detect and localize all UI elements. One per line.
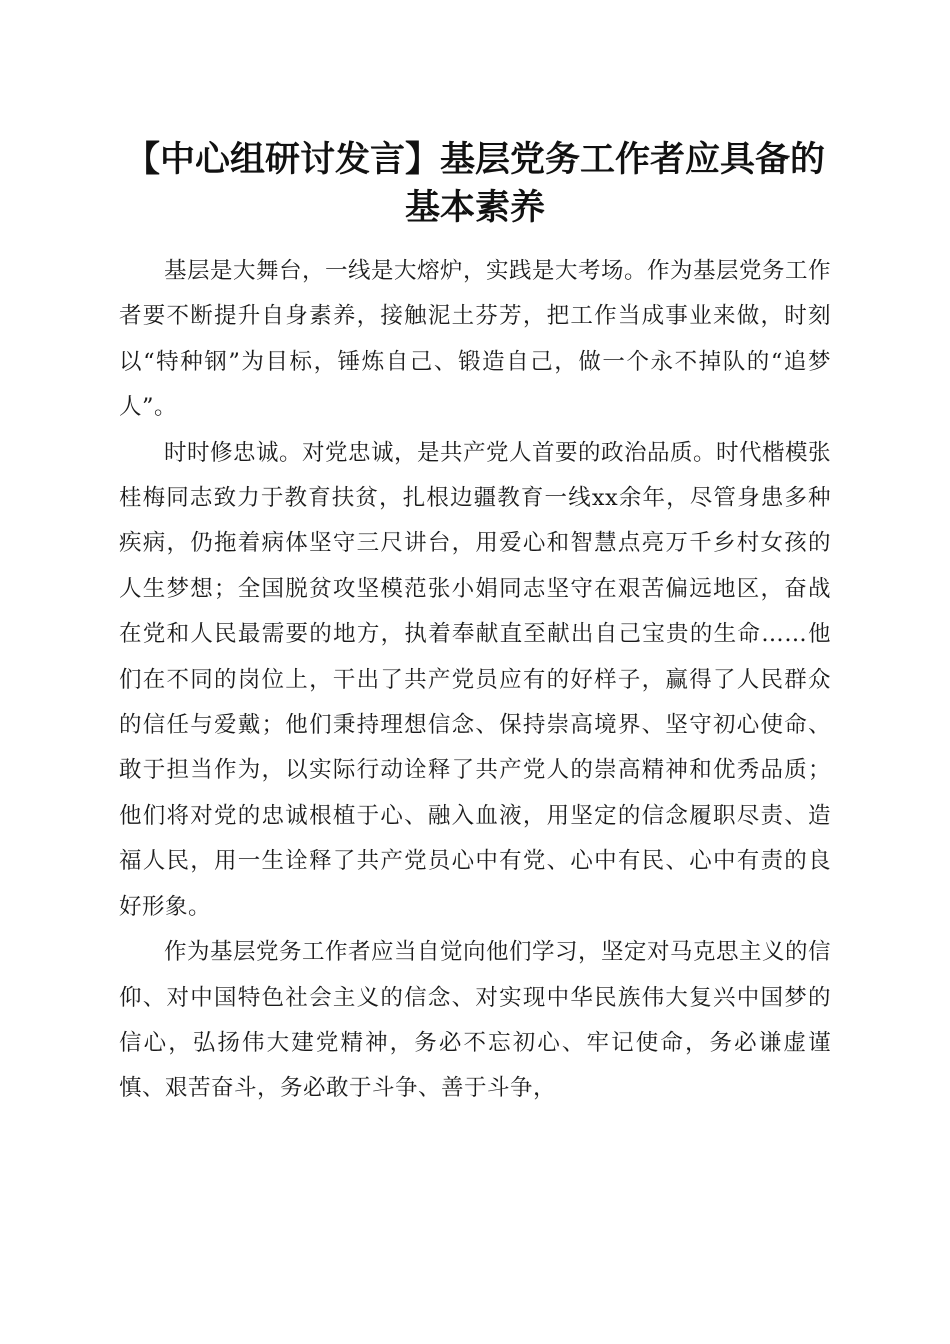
- paragraph-loyalty: 时时修忠诚。对党忠诚，是共产党人首要的政治品质。时代楷模张桂梅同志致力于教育扶贫，扎根边疆教育一线xx余年，尽管身患多种疾病，仍拖着病体坚守三尺讲台，用爱心和智慧点亮万千乡村女孩的人生梦想；全国脱贫攻坚模范张小娟同志坚守在艰苦偏远地区，奋战在党和人民最需要的地方，执着奉献直至献出自己宝贵的生命……他们在不同的岗位上，干出了共产党员应有的好样子，赢得了人民群众的信任与爱戴；他们秉持理想信念、保持崇高境界、坚守初心使命、敢于担当作为，以实际行动诠释了共产党人的崇高精神和优秀品质；他们将对党的忠诚根植于心、融入血液，用坚定的信念履职尽责、造福人民，用一生诠释了共产党员心中有党、心中有民、心中有责的良好形象。: [119, 439, 832, 920]
- title-line-1: 【中心组研讨发言】基层党务工作者应具备的: [124, 139, 825, 180]
- paragraph-intro: 基层是大舞台，一线是大熔炉，实践是大考场。作为基层党务工作者要不断提升自身素养，接触泥土芬芳，把工作当成事业来做，时刻以“特种钢”为目标，锤炼自己、锻造自己，做一个永不掉队的“追梦人”。: [119, 258, 832, 421]
- document-title: [100, 136, 850, 232]
- paragraph-learning: 作为基层党务工作者应当自觉向他们学习，坚定对马克思主义的信仰、对中国特色社会主义的信念、对实现中华民族伟大复兴中国梦的信心，弘扬伟大建党精神，务必不忘初心、牢记使命，务必谦虚谨慎、艰苦奋斗，务必敢于斗争、善于斗争，: [119, 939, 832, 1102]
- document-body: [119, 249, 831, 1112]
- title-line-2: 基本素养: [404, 187, 545, 228]
